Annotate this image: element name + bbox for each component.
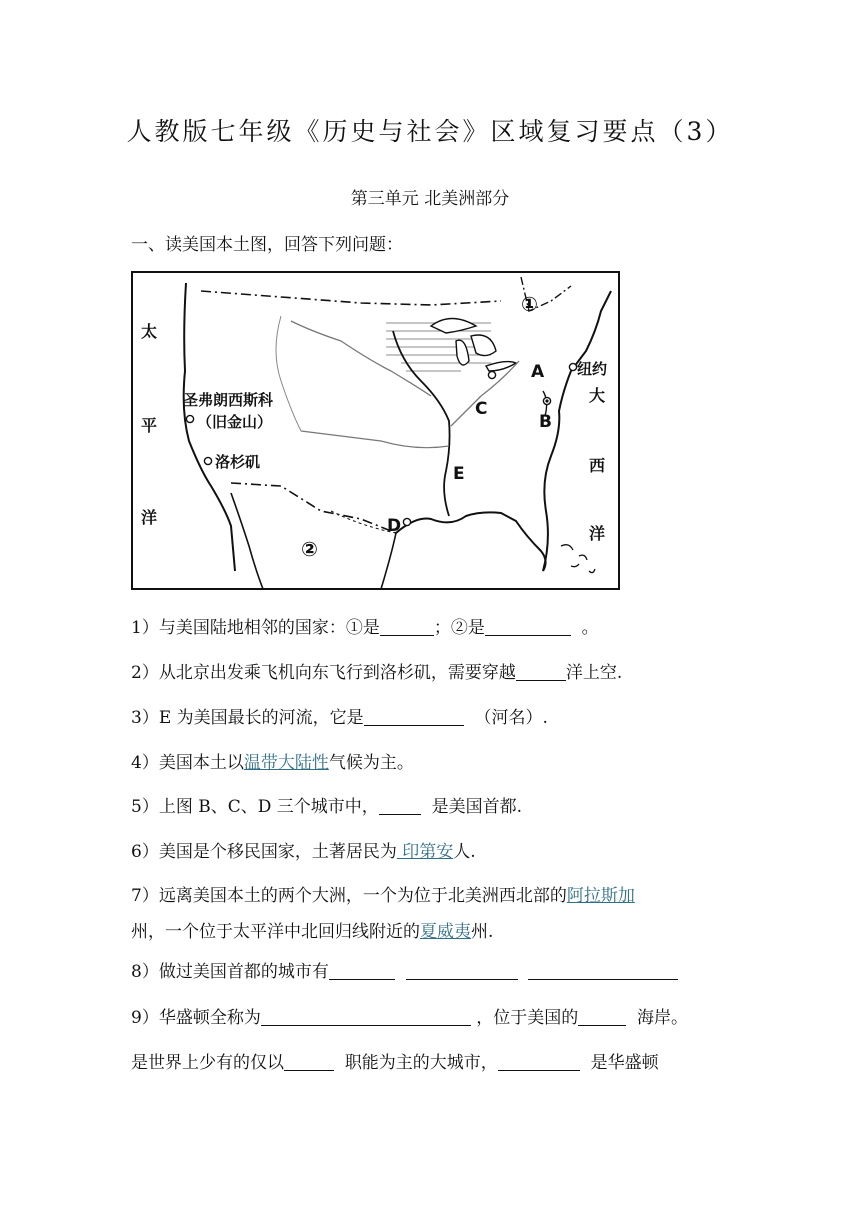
question-6 [131, 837, 476, 862]
question-1 [131, 613, 599, 638]
climate-link[interactable]: 温带大陆性 [243, 753, 329, 773]
label-country-2: ② [301, 537, 318, 561]
question-9-line-1 [131, 1003, 688, 1028]
answer-blank[interactable] [261, 1007, 471, 1026]
answer-blank[interactable] [485, 617, 571, 636]
label-san-francisco: 圣弗朗西斯科 [183, 391, 274, 409]
capital-dot [545, 399, 548, 402]
san-francisco-marker [186, 415, 193, 422]
usa-map [131, 271, 620, 590]
page-title: 人教版七年级《历史与社会》区域复习要点（3） [126, 117, 734, 146]
answer-blank[interactable] [528, 961, 678, 980]
label-new-york: 纽约 [577, 360, 608, 378]
answer-blank[interactable] [380, 617, 434, 636]
hawaii-link[interactable]: 夏威夷 [420, 922, 471, 942]
question-9-text-f: 是华盛顿 [590, 1053, 659, 1073]
question-4-text: 4）美国本土以 [131, 753, 244, 773]
label-d: D [387, 516, 402, 536]
question-4 [131, 748, 414, 773]
question-7-text-b: 州，一个位于太平洋中北回归线附近的 [131, 922, 420, 942]
question-5 [131, 792, 522, 817]
question-9-text: 9）华盛顿全称为 [131, 1008, 261, 1028]
answer-blank[interactable] [379, 796, 421, 815]
question-7-line-1 [131, 881, 635, 906]
label-e: E [453, 464, 465, 484]
question-9-text-c: 海岸。 [637, 1008, 689, 1028]
label-a: A [531, 362, 545, 382]
answer-blank[interactable] [498, 1052, 580, 1071]
question-7-text-c: 州. [471, 922, 494, 942]
unit-subtitle: 第三单元 北美洲部分 [350, 189, 510, 209]
question-9-line-2 [131, 1048, 659, 1073]
label-atlantic-1: 大 [589, 386, 606, 405]
label-pacific-1: 太 [141, 322, 158, 341]
question-6-text-b: 人. [453, 842, 476, 862]
answer-blank[interactable] [364, 707, 464, 726]
los-angeles-marker [204, 457, 211, 464]
question-3 [131, 703, 548, 728]
answer-blank[interactable] [578, 1007, 626, 1026]
question-2 [131, 658, 622, 683]
label-los-angeles: 洛杉矶 [215, 453, 261, 471]
label-pacific-2: 平 [141, 416, 158, 435]
question-1-text-b: ；②是 [433, 618, 485, 638]
label-atlantic-3: 洋 [589, 524, 606, 543]
question-9-text-e: 职能为主的大城市， [344, 1053, 498, 1073]
answer-blank[interactable] [284, 1052, 334, 1071]
label-atlantic-2: 西 [589, 456, 606, 475]
label-c: C [475, 399, 488, 419]
question-8 [131, 957, 678, 982]
question-5-text: 5）上图 B、C、D 三个城市中， [131, 797, 379, 817]
question-7-line-2 [131, 917, 493, 942]
section-heading: 一、读美国本土图，回答下列问题： [131, 235, 403, 255]
label-country-1: ① [521, 292, 538, 316]
answer-blank[interactable] [516, 662, 566, 681]
question-1-text: 1）与美国陆地相邻的国家：①是 [131, 618, 380, 638]
question-1-text-c: 。 [581, 618, 599, 638]
indian-link[interactable]: 印第安 [396, 842, 454, 862]
question-2-text-b: 洋上空. [565, 663, 623, 683]
question-9-text-b: ，位于美国的 [476, 1008, 579, 1028]
city-d-marker [403, 518, 410, 525]
label-san-francisco-alt: （旧金山） [197, 413, 273, 431]
question-4-text-b: 气候为主。 [328, 753, 414, 773]
answer-blank[interactable] [329, 961, 395, 980]
question-2-text: 2）从北京出发乘飞机向东飞行到洛杉矶，需要穿越 [131, 663, 516, 683]
new-york-marker [569, 363, 576, 370]
label-pacific-3: 洋 [141, 508, 158, 527]
question-7-text: 7）远离美国本土的两个大洲，一个为位于北美洲西北部的 [131, 886, 567, 906]
answer-blank[interactable] [406, 961, 518, 980]
question-3-text: 3）E 为美国最长的河流，它是 [131, 708, 364, 728]
alaska-link[interactable]: 阿拉斯加 [566, 886, 635, 906]
question-3-text-b: （河名）. [474, 708, 548, 728]
question-8-text: 8）做过美国首都的城市有 [131, 962, 329, 982]
question-6-text: 6）美国是个移民国家，土著居民为 [131, 842, 397, 862]
city-a-marker [488, 371, 495, 378]
question-9-text-d: 是世界上少有的仅以 [131, 1053, 284, 1073]
label-b: B [539, 412, 552, 432]
question-5-text-b: 是美国首都. [431, 797, 522, 817]
